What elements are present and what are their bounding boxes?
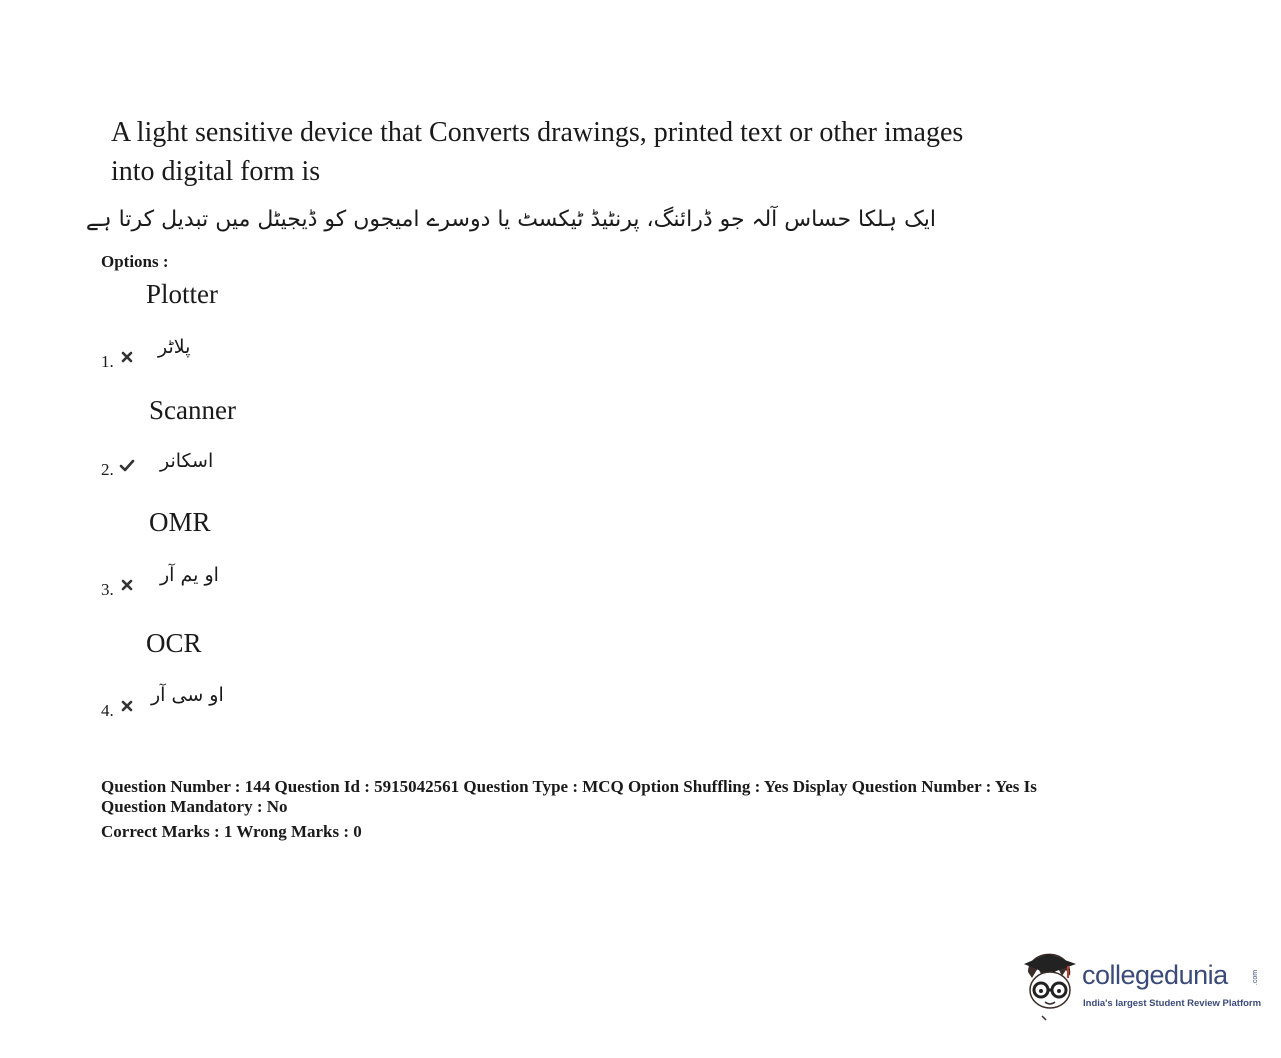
- mascot-icon: [1020, 950, 1080, 1022]
- cross-icon: [120, 350, 134, 364]
- question-metadata-line-2: Question Mandatory : No: [101, 797, 288, 816]
- option-1-number: 1.: [101, 352, 114, 371]
- option-4-urdu: او سی آر: [151, 684, 224, 706]
- cross-icon: [120, 699, 134, 713]
- question-text-english: A light sensitive device that Converts drawings, printed text or other images into digital form is: [111, 117, 964, 187]
- option-4-english: OCR: [146, 628, 202, 658]
- question-metadata-line-1: Question Number : 144 Question Id : 5915042561 Question Type : MCQ Option Shuffling : Yes Display Question Number : Yes Is: [101, 777, 1037, 796]
- option-3-urdu: او یم آر: [160, 564, 219, 586]
- question-metadata-line-3: Correct Marks : 1 Wrong Marks : 0: [101, 822, 362, 841]
- cross-icon: [120, 578, 134, 592]
- logo-suffix: .com: [1252, 969, 1260, 986]
- logo-wordmark: collegedunia: [1082, 960, 1228, 990]
- option-2-english: Scanner: [149, 395, 236, 425]
- option-2-urdu: اسکانر: [160, 450, 214, 472]
- collegedunia-logo: [1020, 950, 1260, 1022]
- option-2-number: 2.: [101, 460, 114, 479]
- options-label: Options :: [101, 252, 169, 271]
- option-4-number: 4.: [101, 701, 114, 720]
- question-text-urdu: ایک ہلکا حساس آلہ جو ڈرائنگ، پرنٹیڈ ٹیکسٹ یا دوسرے امیجوں کو ڈیجیٹل میں تبدیل کرتا ہے: [85, 207, 936, 232]
- logo-tagline: India's largest Student Review Platform: [1083, 998, 1262, 1009]
- option-3-number: 3.: [101, 580, 114, 599]
- option-1-urdu: پلاٹر: [158, 336, 191, 358]
- option-3-english: OMR: [149, 507, 211, 537]
- option-1-english: Plotter: [146, 279, 218, 309]
- check-icon: [119, 459, 135, 473]
